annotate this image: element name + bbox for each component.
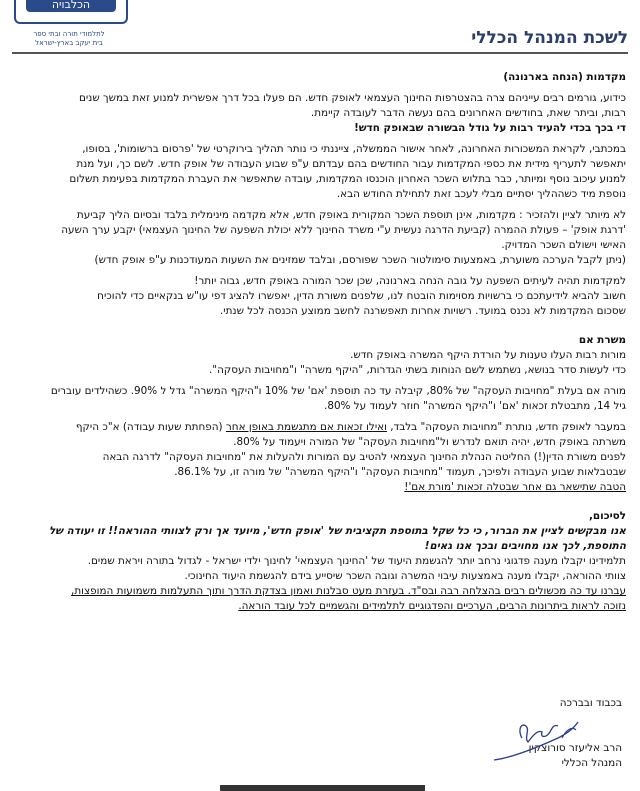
closing: בכבוד ובברכה: [559, 697, 622, 709]
paragraph-emphasis: אנו מבקשים לציין את הברור, כי כל שקל בתוספת תקציבית של 'אופק חדש', מיועד אך ורק לצוותי ההוראה!! זו יעודה של: [48, 525, 626, 537]
section-heading-mother-position: משרת אם: [578, 334, 626, 346]
signer-name: הרב אליעזר סורוצקין: [528, 742, 622, 754]
paragraph: רבות, וביתר שאת, בחודשים האחרונים בהם נעשה הדבר לעובדה קיימת.: [310, 107, 626, 119]
paragraph: שבטבלאות שבוע העבודה ולפיכך, תעמוד "מחויבות העסקה" ו"היקף המשרה" של מורה זו, על 86.1%.: [174, 466, 626, 478]
paragraph-underlined: הטבה שתישאר גם אחר שבטלה זכאות 'מורת אם'!: [404, 481, 626, 493]
paragraph: למקדמות תהיה לעיתים השפעה על גובה הנחה בארנונה, שכן שכר המורה באופק חדש, גבוה יותר!: [194, 275, 626, 287]
paragraph: תלמידינו יקבלו מענה פדגוגי נרחב יותר להגשמת היעוד של 'החינוך העצמאי' לחינוך ילדי ישראל - לגדול בתורה ויראת שמים.: [87, 555, 626, 567]
signer-title: המנהל הכללי: [561, 757, 622, 769]
underlined-phrase: ואילו זכאות אם מתגשמת באופן אחר: [225, 421, 387, 433]
paragraph: נוספת מיד כשההליך יסתיים מבלי לעכב זאת לתחילת החודש הבא.: [336, 188, 626, 200]
paragraph: כדי לעשות סדר בנושא, נשתמש לשם הנוחות בשתי הגדרות, "היקף משרה" ו"מחויבות העסקה".: [208, 364, 626, 376]
paragraph: (ניתן לקבל הערכה משוערת, באמצעות סימולטור השכר שפורסם, ובלבד שמזינים את השעות המעודכנות ע"פ אופק חדש): [94, 254, 626, 266]
paragraph: גיל 14, מתבטלת זכאות 'אם' ו"היקף המשרה" חוזר לעמוד על 80%.: [324, 400, 626, 412]
paragraph: לפנים משורת הדין(!) החליטה הנהלת החינוך העצמאי להטיב עם המורות ולהעלות את "מחויבות העסקה" לדרגה הבאה: [102, 451, 626, 463]
paragraph-emphasis: התוספת, לכך אנו מחויבים ובכך אנו גאים!: [424, 540, 626, 552]
paragraph: האישי וישולם השכר המדויק.: [501, 239, 626, 251]
paragraph: משרתה באופק חדש, יהיה תואם לנדרש ול"מחויבות העסקה" של המורה ויעמוד על 80%.: [233, 436, 626, 448]
logo-subtitle-line-2: בית יעקב בארץ-ישראל: [35, 39, 103, 47]
paragraph-emphasis: די בכך בכדי להעיד רבות על גודל הבשורה שבאופק חדש!: [354, 122, 626, 134]
paragraph: צוותי ההוראה, יקבלו מענה באמצעות עיבוי המשרה וגובה השכר שיסייע בידם להגשמת היעוד החינוכי.: [184, 570, 626, 582]
paragraph: חשוב להביא לידיעתכם כי ברשויות מסוימות הובטח לנו, שלפנים משורת הדין, יאפשרו להציג דפי עו"ש בנקאיים כדי להוכיח: [97, 290, 626, 302]
paragraph-underlined: עברנו עד כה מכשולים רבים בהצלחה רבה ובס"ד. בעזרת מעט סבלנות ואמון בצדקת הדרך ותוך התעלמות משמועות המופצות,: [71, 585, 626, 597]
organization-logo: [14, 0, 128, 24]
section-heading-advances: מקדמות (הנחה בארנונה): [503, 71, 626, 83]
paragraph: במכתבי, לקראת המשכורות האחרונה, לאחר אישור הממשלה, צייננתי כי נותר תהליך בירוקרטי של 'פרסום ברשומות', בסופו,: [82, 143, 626, 155]
paragraph: כידוע, גורמים רבים עייניהם צרה בהצטרפות החינוך העצמאי לאופק חדש. הם פעלו בכל דרך אפשרית למנוע זאת במשך שנים: [78, 92, 626, 104]
logo-text: הכלבויה: [26, 0, 116, 12]
paragraph: שסכום המקדמות לא נכנס במועד. רשויות אחרות תאפשרנה לחשב ממוצע הכנסה לכל שנתי.: [219, 305, 626, 317]
page-scrollbar-strip: [220, 785, 425, 791]
header-divider: [12, 52, 628, 54]
handwritten-signature: [488, 708, 588, 770]
paragraph: יתאפשר לתעריף מידית את כספי המקדמות עבור החודשים בהם עבדתם ע"פ שבוע העבודה של אופק חדש. לשם כך, ועל מנת: [76, 158, 626, 170]
paragraph-underlined: נזוכה לראות ביתרונות הרבים, הערכיים והפדגוגיים לתלמידים והגשמיים לכל עובד הוראה.: [238, 600, 626, 612]
paragraph: 'דרגת אופק' – פעולת ההמרה (קביעת הדרגה נעשית ע"י משרד החינוך ללא יכולת השפעה של החינוך העצמאי) יקבע ערך השעה: [61, 224, 626, 236]
paragraph: לא מיותר לציין ולהזכיר : מקדמות, אינן תוספת השכר המקורית באופק חדש, אלא מקדמה מינימלית בלבד ובסיום הליך קביעת: [76, 209, 626, 221]
office-title: לשכת המנהל הכללי: [471, 28, 628, 48]
paragraph: למנוע עיכוב נוסף ומיותר, כבר בתלוש השכר האחרון הוכנסו המקדמות, עובדה שתאפשר את העברת המקדמות בפעימת תשלום: [69, 173, 626, 185]
paragraph: במעבר לאופק חדש, נותרת "מחויבות העסקה" בלבד, ואילו זכאות אם מתגשמת באופן אחר (הפחתת שעות עבודה) א"כ היקף: [75, 421, 626, 433]
paragraph: מורות רבות העלו טענות על הורדת היקף המשרה באופק חדש.: [350, 349, 626, 361]
letter-body: [12, 70, 626, 614]
section-heading-summary: לסיכום,: [588, 510, 626, 522]
paragraph: מורה אם בעלת "מחויבות העסקה" של 80%, קיבלה עד כה תוספת 'אם' של 10% ו"היקף המשרה" גדל ל 90%. כשהילדים עוברים: [50, 385, 626, 397]
logo-subtitle: [14, 30, 124, 48]
logo-subtitle-line-1: לתלמודי תורה ובתי ספר: [33, 30, 105, 38]
